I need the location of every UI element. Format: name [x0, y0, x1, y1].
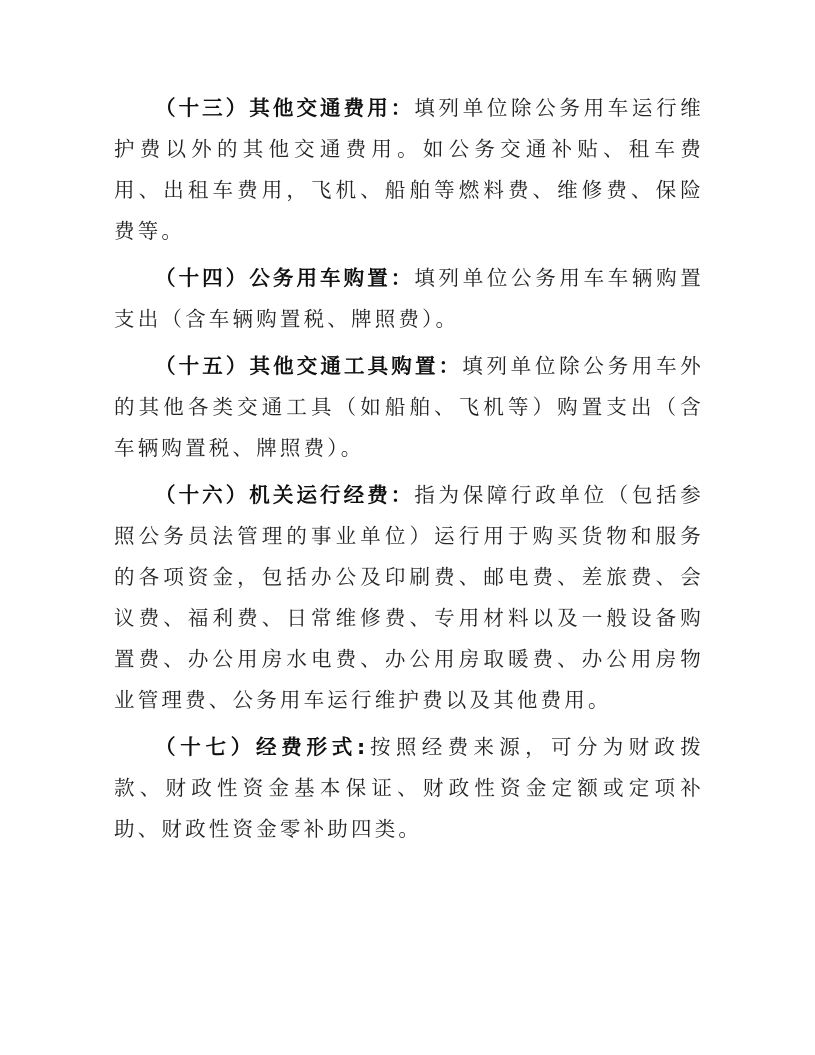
- paragraph-17-heading: （十七）经费形式:: [155, 735, 368, 759]
- paragraph-16-heading: （十六）机关运行经费：: [155, 483, 415, 507]
- paragraph-15-heading: （十五）其他交通工具购置：: [155, 354, 463, 378]
- paragraph-13: [114, 88, 704, 252]
- paragraph-14-heading: （十四）公务用车购置：: [155, 266, 415, 290]
- paragraph-17: [114, 727, 704, 850]
- paragraph-13-heading: （十三）其他交通费用：: [155, 96, 415, 120]
- document-body: [114, 88, 704, 856]
- paragraph-14: [114, 258, 704, 340]
- paragraph-14-text: 填列单位公务用车车辆购置支出（含车辆购置税、牌照费）。: [114, 266, 704, 331]
- paragraph-15: [114, 346, 704, 469]
- paragraph-13-text: 填列单位除公务用车运行维护费以外的其他交通费用。如公务交通补贴、租车费用、出租车费用，飞机、船舶等燃料费、维修费、保险费等。: [114, 96, 704, 243]
- paragraph-16-text: 指为保障行政单位（包括参照公务员法管理的事业单位）运行用于购买货物和服务的各项资金，包括办公及印刷费、邮电费、差旅费、会议费、福利费、日常维修费、专用材料以及一般设备购置费、办公用房水电费、办公用房取暖费、办公用房物业管理费、公务用车运行维护费以及其他费用。: [114, 483, 704, 712]
- paragraph-15-text: 填列单位除公务用车外的其他各类交通工具（如船舶、飞机等）购置支出（含车辆购置税、牌照费）。: [114, 354, 704, 460]
- paragraph-17-text: 按照经费来源，可分为财政拨款、财政性资金基本保证、财政性资金定额或定项补助、财政性资金零补助四类。: [114, 735, 704, 841]
- paragraph-16: [114, 475, 704, 721]
